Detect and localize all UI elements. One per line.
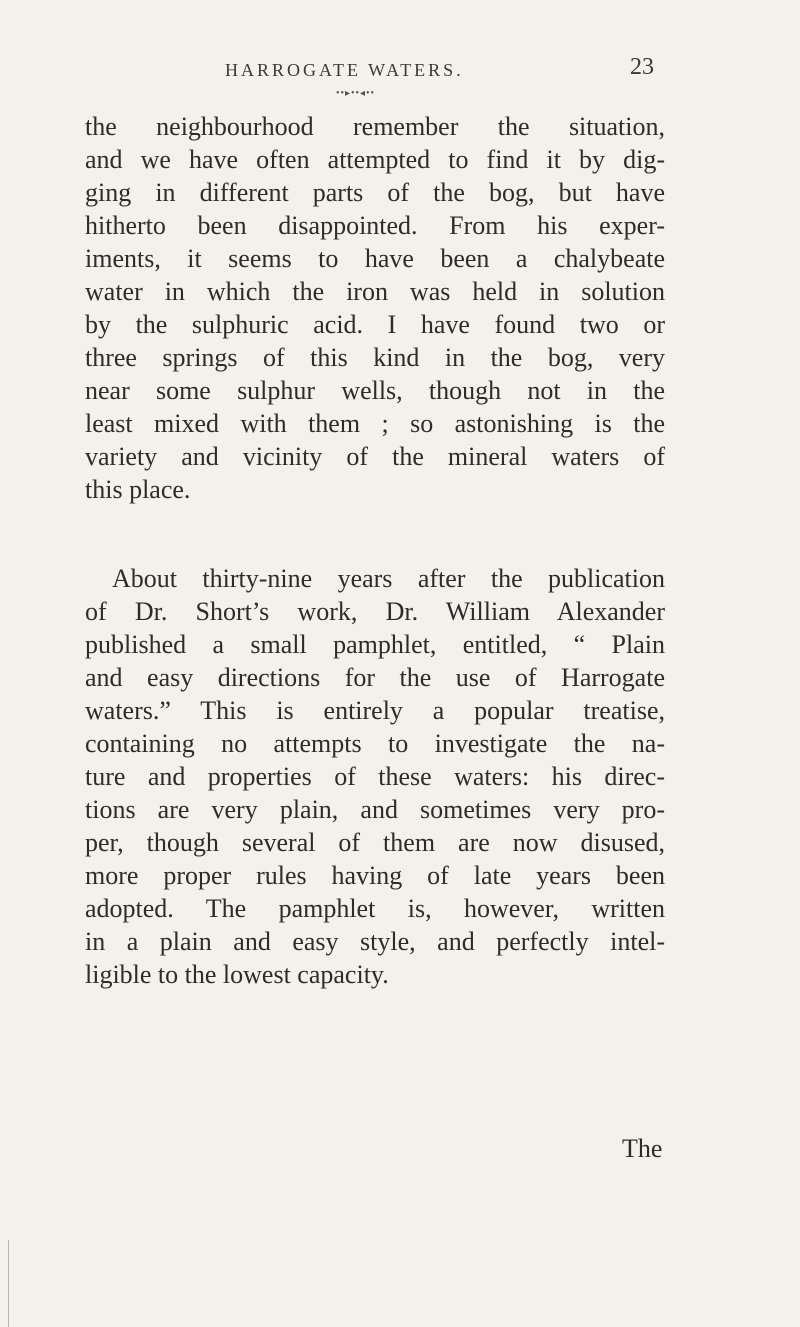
text-line: iments, it seems to have been a chalybeate: [85, 244, 665, 273]
running-head: [0, 54, 800, 100]
text-line: and we have often attempted to find it by dig-: [85, 145, 665, 174]
text-line: three springs of this kind in the bog, very: [85, 343, 665, 372]
text-line: tions are very plain, and sometimes very pro-: [85, 795, 665, 824]
text-line: of Dr. Short’s work, Dr. William Alexander: [85, 597, 665, 626]
text-line: near some sulphur wells, though not in the: [85, 376, 665, 405]
text-line: ging in different parts of the bog, but have: [85, 178, 665, 207]
text-line: variety and vicinity of the mineral waters of: [85, 442, 665, 471]
text-line: in a plain and easy style, and perfectly intel-: [85, 927, 665, 956]
running-head-title: HARROGATE WATERS.: [225, 60, 464, 80]
page-number: 23: [630, 54, 654, 80]
text-line: this place.: [85, 475, 191, 504]
paragraph-spacer: [85, 506, 665, 562]
text-line: waters.” This is entirely a popular treatise,: [85, 696, 665, 725]
text-line: the neighbourhood remember the situation,: [85, 112, 665, 141]
ornament-rule: ••▸••◂••: [336, 88, 376, 99]
text-line: and easy directions for the use of Harrogate: [85, 663, 665, 692]
text-line: published a small pamphlet, entitled, “ Plain: [85, 630, 665, 659]
text-line: ligible to the lowest capacity.: [85, 960, 389, 989]
page-edge-shadow: [8, 1240, 9, 1327]
text-line: by the sulphuric acid. I have found two or: [85, 310, 665, 339]
text-line: water in which the iron was held in solution: [85, 277, 665, 306]
text-line: least mixed with them ; so astonishing is the: [85, 409, 665, 438]
text-line: hitherto been disappointed. From his exper-: [85, 211, 665, 240]
text-line: adopted. The pamphlet is, however, written: [85, 894, 665, 923]
catchword: The: [622, 1134, 663, 1163]
text-line: About thirty-nine years after the publication: [112, 564, 665, 593]
text-line: more proper rules having of late years been: [85, 861, 665, 890]
text-line: per, though several of them are now disused,: [85, 828, 665, 857]
text-line: containing no attempts to investigate the na-: [85, 729, 665, 758]
body-text: [85, 110, 665, 991]
text-line: ture and properties of these waters: his direc-: [85, 762, 665, 791]
paragraph-1: [85, 110, 665, 506]
paragraph-2: [85, 562, 665, 991]
